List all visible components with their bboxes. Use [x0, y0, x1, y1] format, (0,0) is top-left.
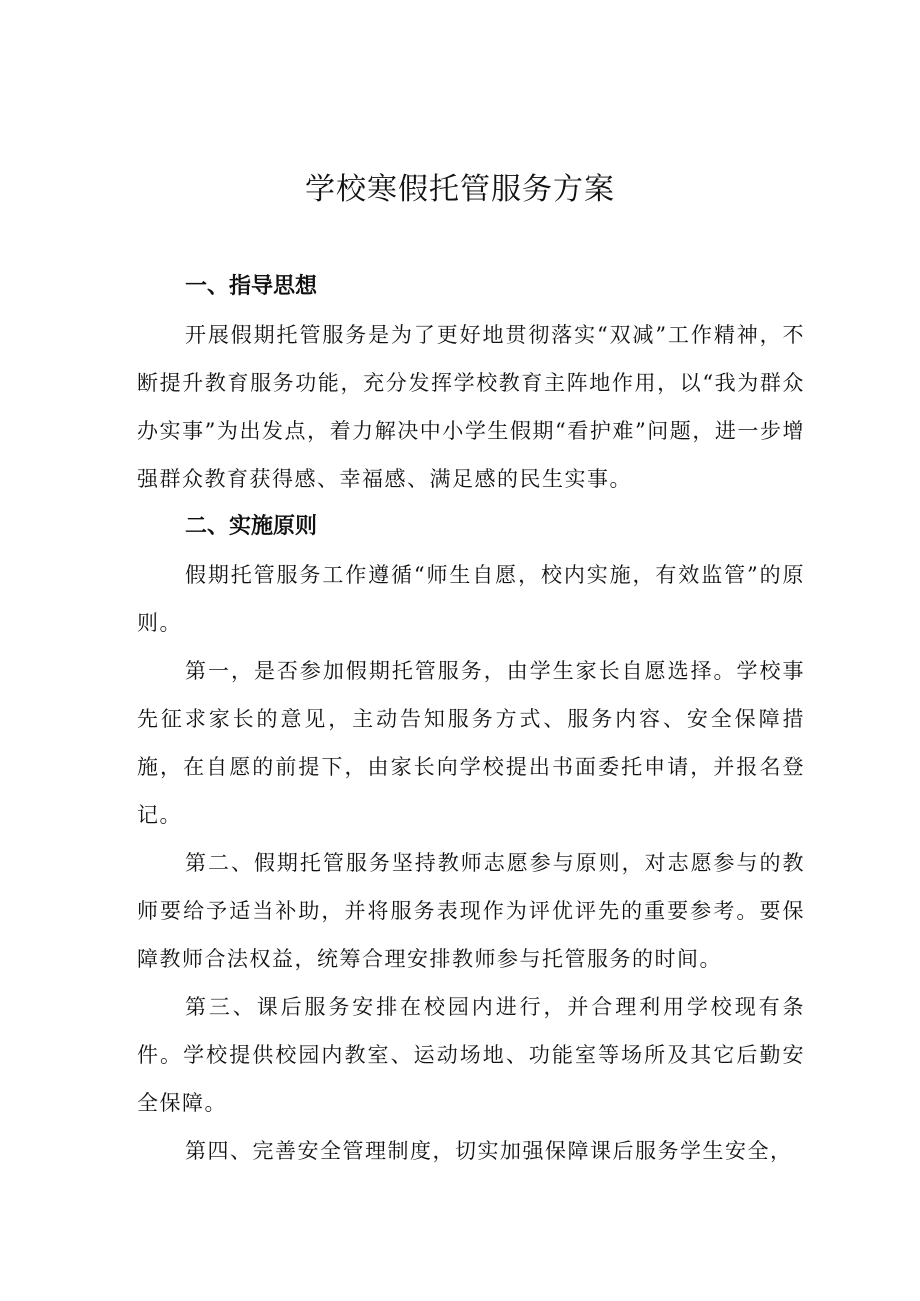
paragraph: 假期托管服务工作遵循“师生自愿，校内实施，有效监管”的原则。: [137, 563, 805, 635]
paragraph: 第二、假期托管服务坚持教师志愿参与原则，对志愿参与的教师要给予适当补助，并将服务表现作为评优评先的重要参考。要保障教师合法权益，统筹合理安排教师参与托管服务的时间。: [137, 851, 805, 971]
paragraph: 开展假期托管服务是为了更好地贯彻落实“双减”工作精神，不断提升教育服务功能，充分发挥学校教育主阵地作用，以“我为群众办实事”为出发点，着力解决中小学生假期“看护难”问题，进一步增强群众教育获得感、幸福感、满足感的民生实事。: [137, 323, 805, 491]
section-heading: 一、指导思想: [185, 274, 318, 299]
section-implementation-principles: [137, 503, 805, 1175]
section-heading: 二、实施原则: [185, 514, 318, 539]
paragraph: 第一，是否参加假期托管服务，由学生家长自愿选择。学校事先征求家长的意见，主动告知服务方式、服务内容、安全保障措施，在自愿的前提下，由家长向学校提出书面委托申请，并报名登记。: [137, 659, 805, 827]
paragraph: 第三、课后服务安排在校园内进行，并合理利用学校现有条件。学校提供校园内教室、运动场地、功能室等场所及其它后勤安全保障。: [137, 995, 805, 1115]
paragraph: 第四、完善安全管理制度，切实加强保障课后服务学生安全，: [185, 1139, 793, 1163]
document-body: [137, 263, 805, 1175]
document-title: 学校寒假托管服务方案: [305, 172, 615, 207]
section-guiding-ideology: [137, 263, 805, 503]
